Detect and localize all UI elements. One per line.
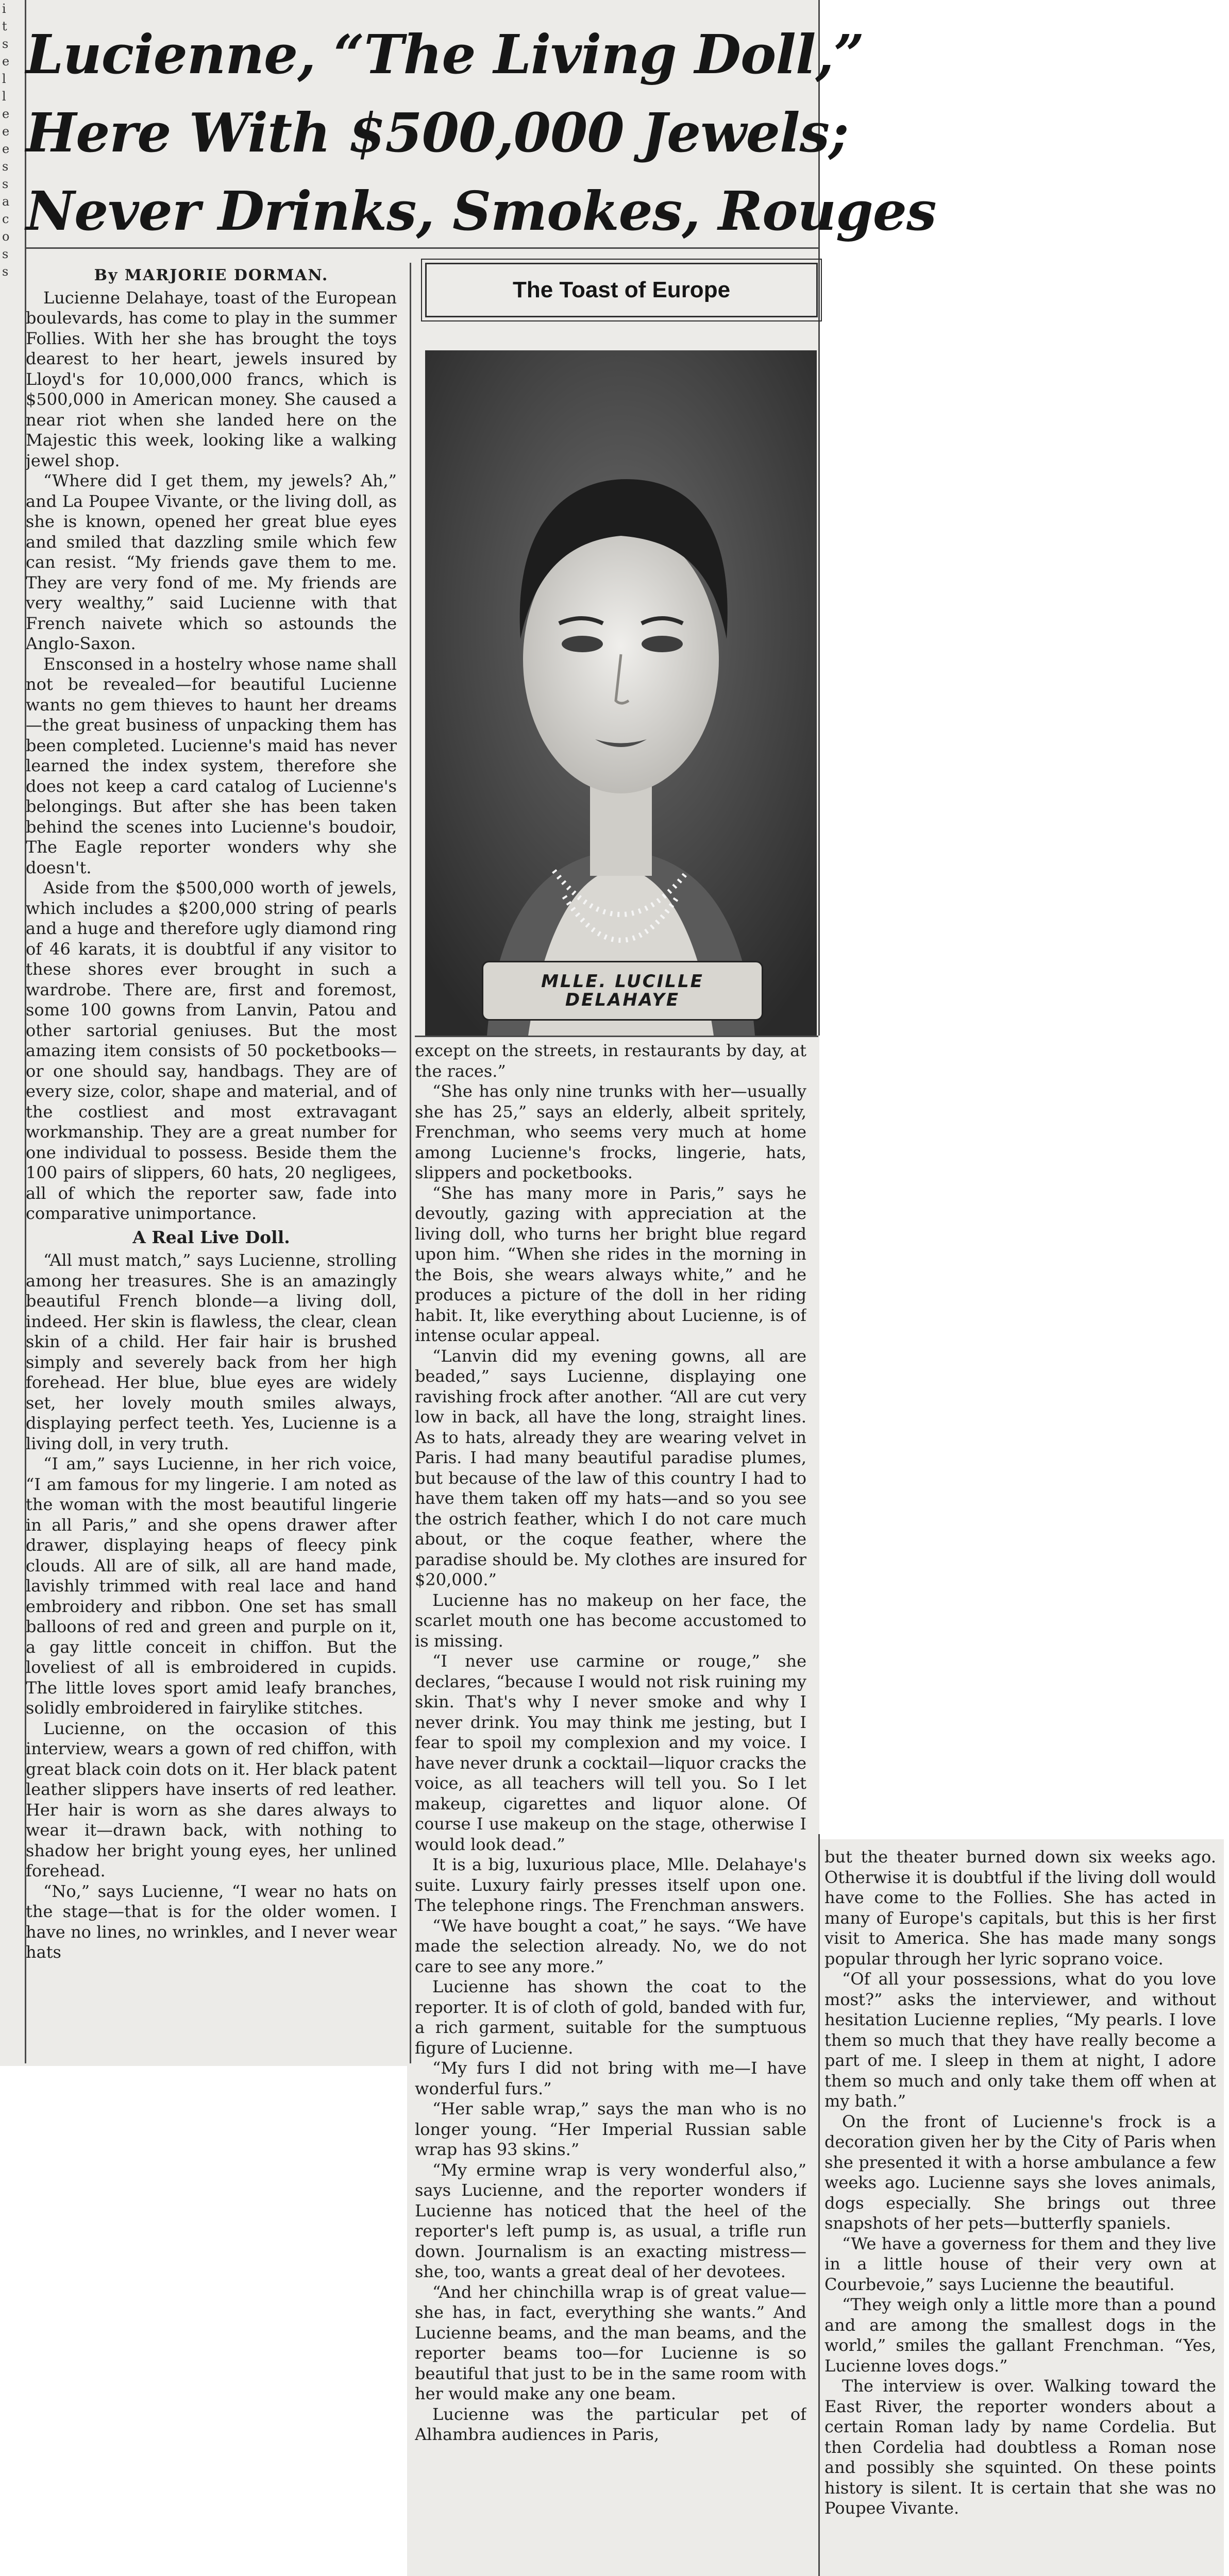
edge-letter: o <box>2 229 10 244</box>
headline-line-1: Lucienne, “The Living Doll,” <box>26 23 864 86</box>
paragraph: “We have bought a coat,” he says. “We have made the selection already. No, we do not care to see any more.” <box>415 1916 806 1976</box>
edge-letter: e <box>2 124 10 139</box>
paragraph: but the theater burned down six weeks ago. Otherwise it is doubtful if the living doll would have come to the Follies. She has acted in many of Europe's capitals, but this is her first visit to America. She has made many songs popular through her lyric soprano voice. <box>824 1847 1216 1969</box>
paragraph: Lucienne, on the occasion of this interview, wears a gown of red chiffon, with great black coin dots on it. Her black patent leather slippers have inserts of red leather. Her hair is worn as she dares always to wear it—drawn back, with nothing to shadow her bright young eyes, her unlined forehead. <box>26 1718 397 1880</box>
paragraph: “And her chinchilla wrap is of great value—she has, in fact, everything she wants.” And Lucienne beams, and the man beams, and the reporter beams too—for Lucienne is so beautiful that just to be in the same room with her would make any one beam. <box>415 2282 806 2403</box>
photo-nameplate <box>482 961 763 1021</box>
paragraph: The interview is over. Walking toward the East River, the reporter wonders about a certain Roman lady by name Cordelia. But then Cordelia had doubtless a Roman nose and possibly she squinted. On these points history is silent. It is certain that she was no Poupee Vivante. <box>824 2376 1216 2518</box>
adjacent-column-edge <box>2 0 24 289</box>
photo-bottom-rule <box>415 1036 818 1037</box>
paragraph: “She has many more in Paris,” says he devoutly, gazing with appreciation at the living doll, who turns her bright blue regard upon him. “When she rides in the morning in the Bois, she wears always white,” and he produces a picture of the doll in her riding habit. It, like everything about Lucienne, is of intense ocular appeal. <box>415 1183 806 1345</box>
article-column-3 <box>824 1847 1216 2576</box>
paragraph: “They weigh only a little more than a pound and are among the smallest dogs in the world,” smiles the gallant Frenchman. “Yes, Lucienne loves dogs.” <box>824 2295 1216 2376</box>
edge-letter: c <box>2 212 9 226</box>
headline-line-3: Never Drinks, Smokes, Rouges <box>26 179 936 243</box>
paragraph: except on the streets, in restaurants by day, at the races.” <box>415 1041 806 1081</box>
paragraph: Ensconsed in a hostelry whose name shall not be revealed—for beautiful Lucienne wants no gem thieves to haunt her dreams—the great business of unpacking them has been completed. Lucienne's maid has never learned the index system, therefore she does not keep a card catalog of Lucienne's belongings. But after she has been taken behind the scenes into Lucienne's boudoir, The Eagle reporter wonders why she doesn't. <box>26 654 397 877</box>
edge-letter: s <box>2 177 9 191</box>
paragraph: “Her sable wrap,” says the man who is no longer young. “Her Imperial Russian sable wrap has 93 skins.” <box>415 2099 806 2159</box>
headline-line-2: Here With $500,000 Jewels; <box>26 101 849 164</box>
paragraph: Lucienne has shown the coat to the reporter. It is of cloth of gold, banded with fur, a rich garment, suitable for the sumptuous figure of Lucienne. <box>415 1977 806 2058</box>
edge-letter: a <box>2 194 10 209</box>
paragraph: “I never use carmine or rouge,” she declares, “because I would not risk ruining my skin. That's why I never smoke and why I never drink. You may think me jesting, but I fear to spoil my complexion and my voice. I have never drunk a cocktail—liquor cracks the voice, as all teachers will tell you. So I let makeup, cigarettes and liquor alone. Of course I use makeup on the stage, otherwise I would look dead.” <box>415 1651 806 1854</box>
paragraph: On the front of Lucienne's frock is a decoration given her by the City of Paris when she presented it with a horse ambulance a few weeks ago. Lucienne says she loves animals, dogs especially. She brings out three snapshots of her pets—butterfly spaniels. <box>824 2111 1216 2233</box>
edge-letter: s <box>2 247 9 261</box>
edge-letter: s <box>2 264 9 279</box>
photo-feature <box>425 263 817 1036</box>
edge-letter: e <box>2 54 10 69</box>
paragraph: Lucienne was the particular pet of Alhambra audiences in Paris, <box>415 2404 806 2444</box>
paragraph: “My ermine wrap is very wonderful also,” says Lucienne, and the reporter wonders if Lucienne has noticed that the heel of the reporter's left pump is, as usual, a trifle run down. Journalism is an exacting mistress—she, too, wants a great deal of her devotees. <box>415 2160 806 2281</box>
paragraph: “We have a governess for them and they live in a little house of their very own at Courbevoie,” says Lucienne the beautiful. <box>824 2233 1216 2294</box>
column-rule-middle <box>410 263 411 2063</box>
edge-letter: l <box>2 72 6 86</box>
paragraph: “I am,” says Lucienne, in her rich voice, “I am famous for my lingerie. I am noted as the woman with the most beautiful lingerie in all Paris,” and she opens drawer after drawer, displaying heaps of fleecy pink clouds. All are of silk, all are hand made, lavishly trimmed with real lace and hand embroidery and ribbon. One set has small balloons of red and green and purple on it, a gay little conceit in chiffon. But the loveliest of all is embroidered in cupids. The little loves sport amid leafy branches, solidly embroidered in fairylike stitches. <box>26 1454 397 1718</box>
nameplate-line-1: MLLE. LUCILLE <box>541 971 704 992</box>
paragraph: Lucienne Delahaye, toast of the European boulevards, has come to play in the summer Follies. With her she has brought the toys dearest to her heart, jewels insured by Lloyd's for 10,000,000 francs, which is $500,000 in American money. She caused a near riot when she landed here on the Majestic this week, looking like a walking jewel shop. <box>26 287 397 470</box>
article-column-2 <box>415 1041 806 2576</box>
edge-letter: e <box>2 142 10 156</box>
portrait-photo <box>425 350 817 1036</box>
paragraph: “She has only nine trunks with her—usually she has 25,” says an elderly, albeit spritely, Frenchman, who seems very much at home among Lucienne's frocks, lingerie, hats, slippers and pocketbooks. <box>415 1081 806 1182</box>
paragraph: “Lanvin did my evening gowns, all are beaded,” says Lucienne, displaying one ravishing frock after another. “All are cut very low in back, all have the long, straight lines. As to hats, already they are wearing velvet in Paris. I had many beautiful paradise plumes, but because of the law of this country I had to have them taken off my hats—and so you see the ostrich feather, which I do not care much about, or the coque feather, where the paradise should be. My clothes are insured for $20,000.” <box>415 1346 806 1589</box>
headline <box>26 15 936 250</box>
edge-letter: t <box>2 19 7 33</box>
photo-caption-box: The Toast of Europe <box>425 263 818 317</box>
paragraph: Aside from the $500,000 worth of jewels, which includes a $200,000 string of pearls and a huge and therefore ugly diamond ring of 46 karats, it is doubtful if any visitor to these shores ever brought in such a wardrobe. There are, first and foremost, some 100 gowns from Lanvin, Patou and other sartorial geniuses. But the most amazing item consists of 50 pocketbooks—or one should say, handbags. They are of every size, color, shape and material, and of the costliest and most extravagant workmanship. They are a great number for one individual to possess. Beside them the 100 pairs of slippers, 60 hats, 20 negligees, all of which the reporter saw, fade into comparative unimportance. <box>26 878 397 1223</box>
paragraph: “Of all your possessions, what do you love most?” asks the interviewer, and without hesitation Lucienne replies, “My pearls. I love them so much that they have really become a part of me. I sleep in them at night, I adore them so much and only take them off when at my bath.” <box>824 1969 1216 2111</box>
subhead: A Real Live Doll. <box>132 1227 290 1247</box>
portrait-illustration <box>425 350 817 1036</box>
paragraph: “Where did I get them, my jewels? Ah,” and La Poupee Vivante, or the living doll, as she is known, opened her great blue eyes and smiled that dazzling smile which few can resist. “My friends gave them to me. They are very fond of me. My friends are very wealthy,” said Lucienne with that French naivete which so astounds the Anglo-Saxon. <box>26 471 397 653</box>
paragraph: Lucienne has no makeup on her face, the scarlet mouth one has become accustomed to is missing. <box>415 1590 806 1651</box>
paragraph: “All must match,” says Lucienne, strolling among her treasures. She is an amazingly beautiful French blonde—a living doll, indeed. Her skin is flawless, the clear, clean skin of a child. Her fair hair is brushed simply and severely back from her high forehead. Her blue, blue eyes are widely set, her lovely mouth smiles always, displaying perfect teeth. Yes, Lucienne is a living doll, in very truth. <box>26 1250 397 1453</box>
paragraph: It is a big, luxurious place, Mlle. Delahaye's suite. Luxury fairly presses itself upon one. The telephone rings. The Frenchman answers. <box>415 1855 806 1915</box>
article-column-1 <box>26 265 397 2063</box>
paragraph: “No,” says Lucienne, “I wear no hats on the stage—that is for the older women. I have no lines, no wrinkles, and I never wear hats <box>26 1881 397 1962</box>
edge-letter: e <box>2 107 10 121</box>
column-rule-lower-right <box>818 1834 820 2576</box>
byline: By MARJORIE DORMAN. <box>94 266 329 284</box>
nameplate-line-2: DELAHAYE <box>565 990 680 1010</box>
edge-letter: i <box>2 2 6 16</box>
edge-letter: s <box>2 37 9 51</box>
edge-letter: s <box>2 159 9 174</box>
paragraph: “My furs I did not bring with me—I have wonderful furs.” <box>415 2058 806 2098</box>
edge-letter: l <box>2 89 6 104</box>
